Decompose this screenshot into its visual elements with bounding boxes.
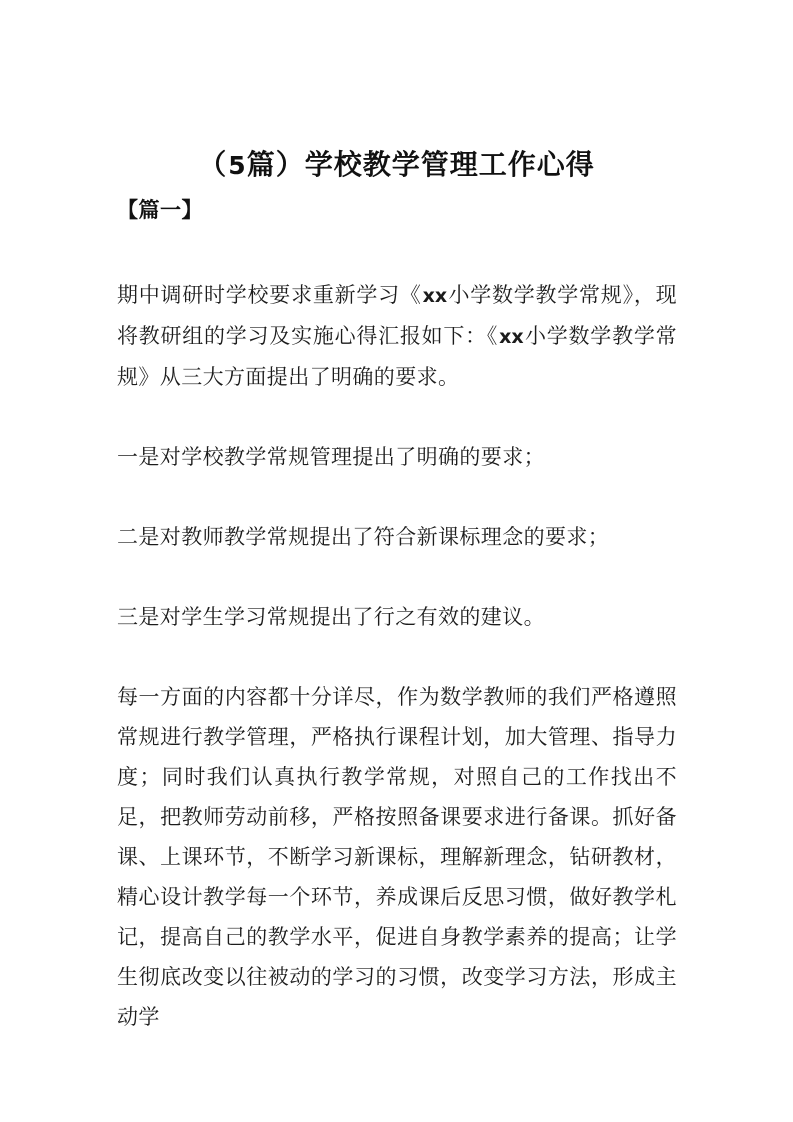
run-cjk: 小学数学教学常规》从三大方面提出了明确的要求。 <box>117 324 677 389</box>
paragraph-2 <box>117 437 677 477</box>
spacer <box>117 557 677 597</box>
run-cjk: 小学数学教学常规》，现将教研组的学习及实施心得汇报如下：《 <box>117 283 677 348</box>
spacer <box>117 477 677 517</box>
title-issue-count: 5 <box>228 150 246 180</box>
run-cjk: 每一方面的内容都十分详尽，作为数学教师的我们严格遵照常规进行教学管理，严格执行课程计划，加大管理、指导力度；同时我们认真执行教学常规，对照自己的工作找出不足，把教师劳动前移，严格按照备课要求进行备课。抓好备课、上课环节，不断学习新课标，理解新理念，钻研教材，精心设计教学每一个环节，养成课后反思习惯，做好教学札记，提高自己的教学水平，促进自身教学素养的提高；让学生彻底改变以往被动的学习的习惯，改变学习方法，形成主动学 <box>117 685 677 1029</box>
document-body <box>117 195 677 1037</box>
spacer <box>117 225 677 275</box>
paragraph-1 <box>117 275 677 397</box>
paragraph-4 <box>117 597 677 637</box>
run-cjk: 一是对学校教学常规管理提出了明确的要求； <box>117 445 545 469</box>
page-title <box>0 145 793 186</box>
run-latin-xx: xx <box>499 326 524 348</box>
paragraph-3 <box>117 517 677 557</box>
run-cjk: 二是对教师教学常规提出了符合新课标理念的要求； <box>117 525 610 549</box>
title-prefix-close: 篇） <box>246 147 305 181</box>
section-heading-pian-yi: 【篇一】 <box>117 197 203 222</box>
title-prefix-open: （ <box>198 147 228 181</box>
run-cjk: 期中调研时学校要求重新学习《 <box>117 283 422 307</box>
spacer <box>117 637 677 677</box>
title-main-text: 学校教学管理工作心得 <box>304 147 595 181</box>
run-cjk: 三是对学生学习常规提出了行之有效的建议。 <box>117 605 545 629</box>
run-latin-xx: xx <box>422 285 448 307</box>
spacer <box>117 397 677 437</box>
paragraph-5 <box>117 677 677 1037</box>
